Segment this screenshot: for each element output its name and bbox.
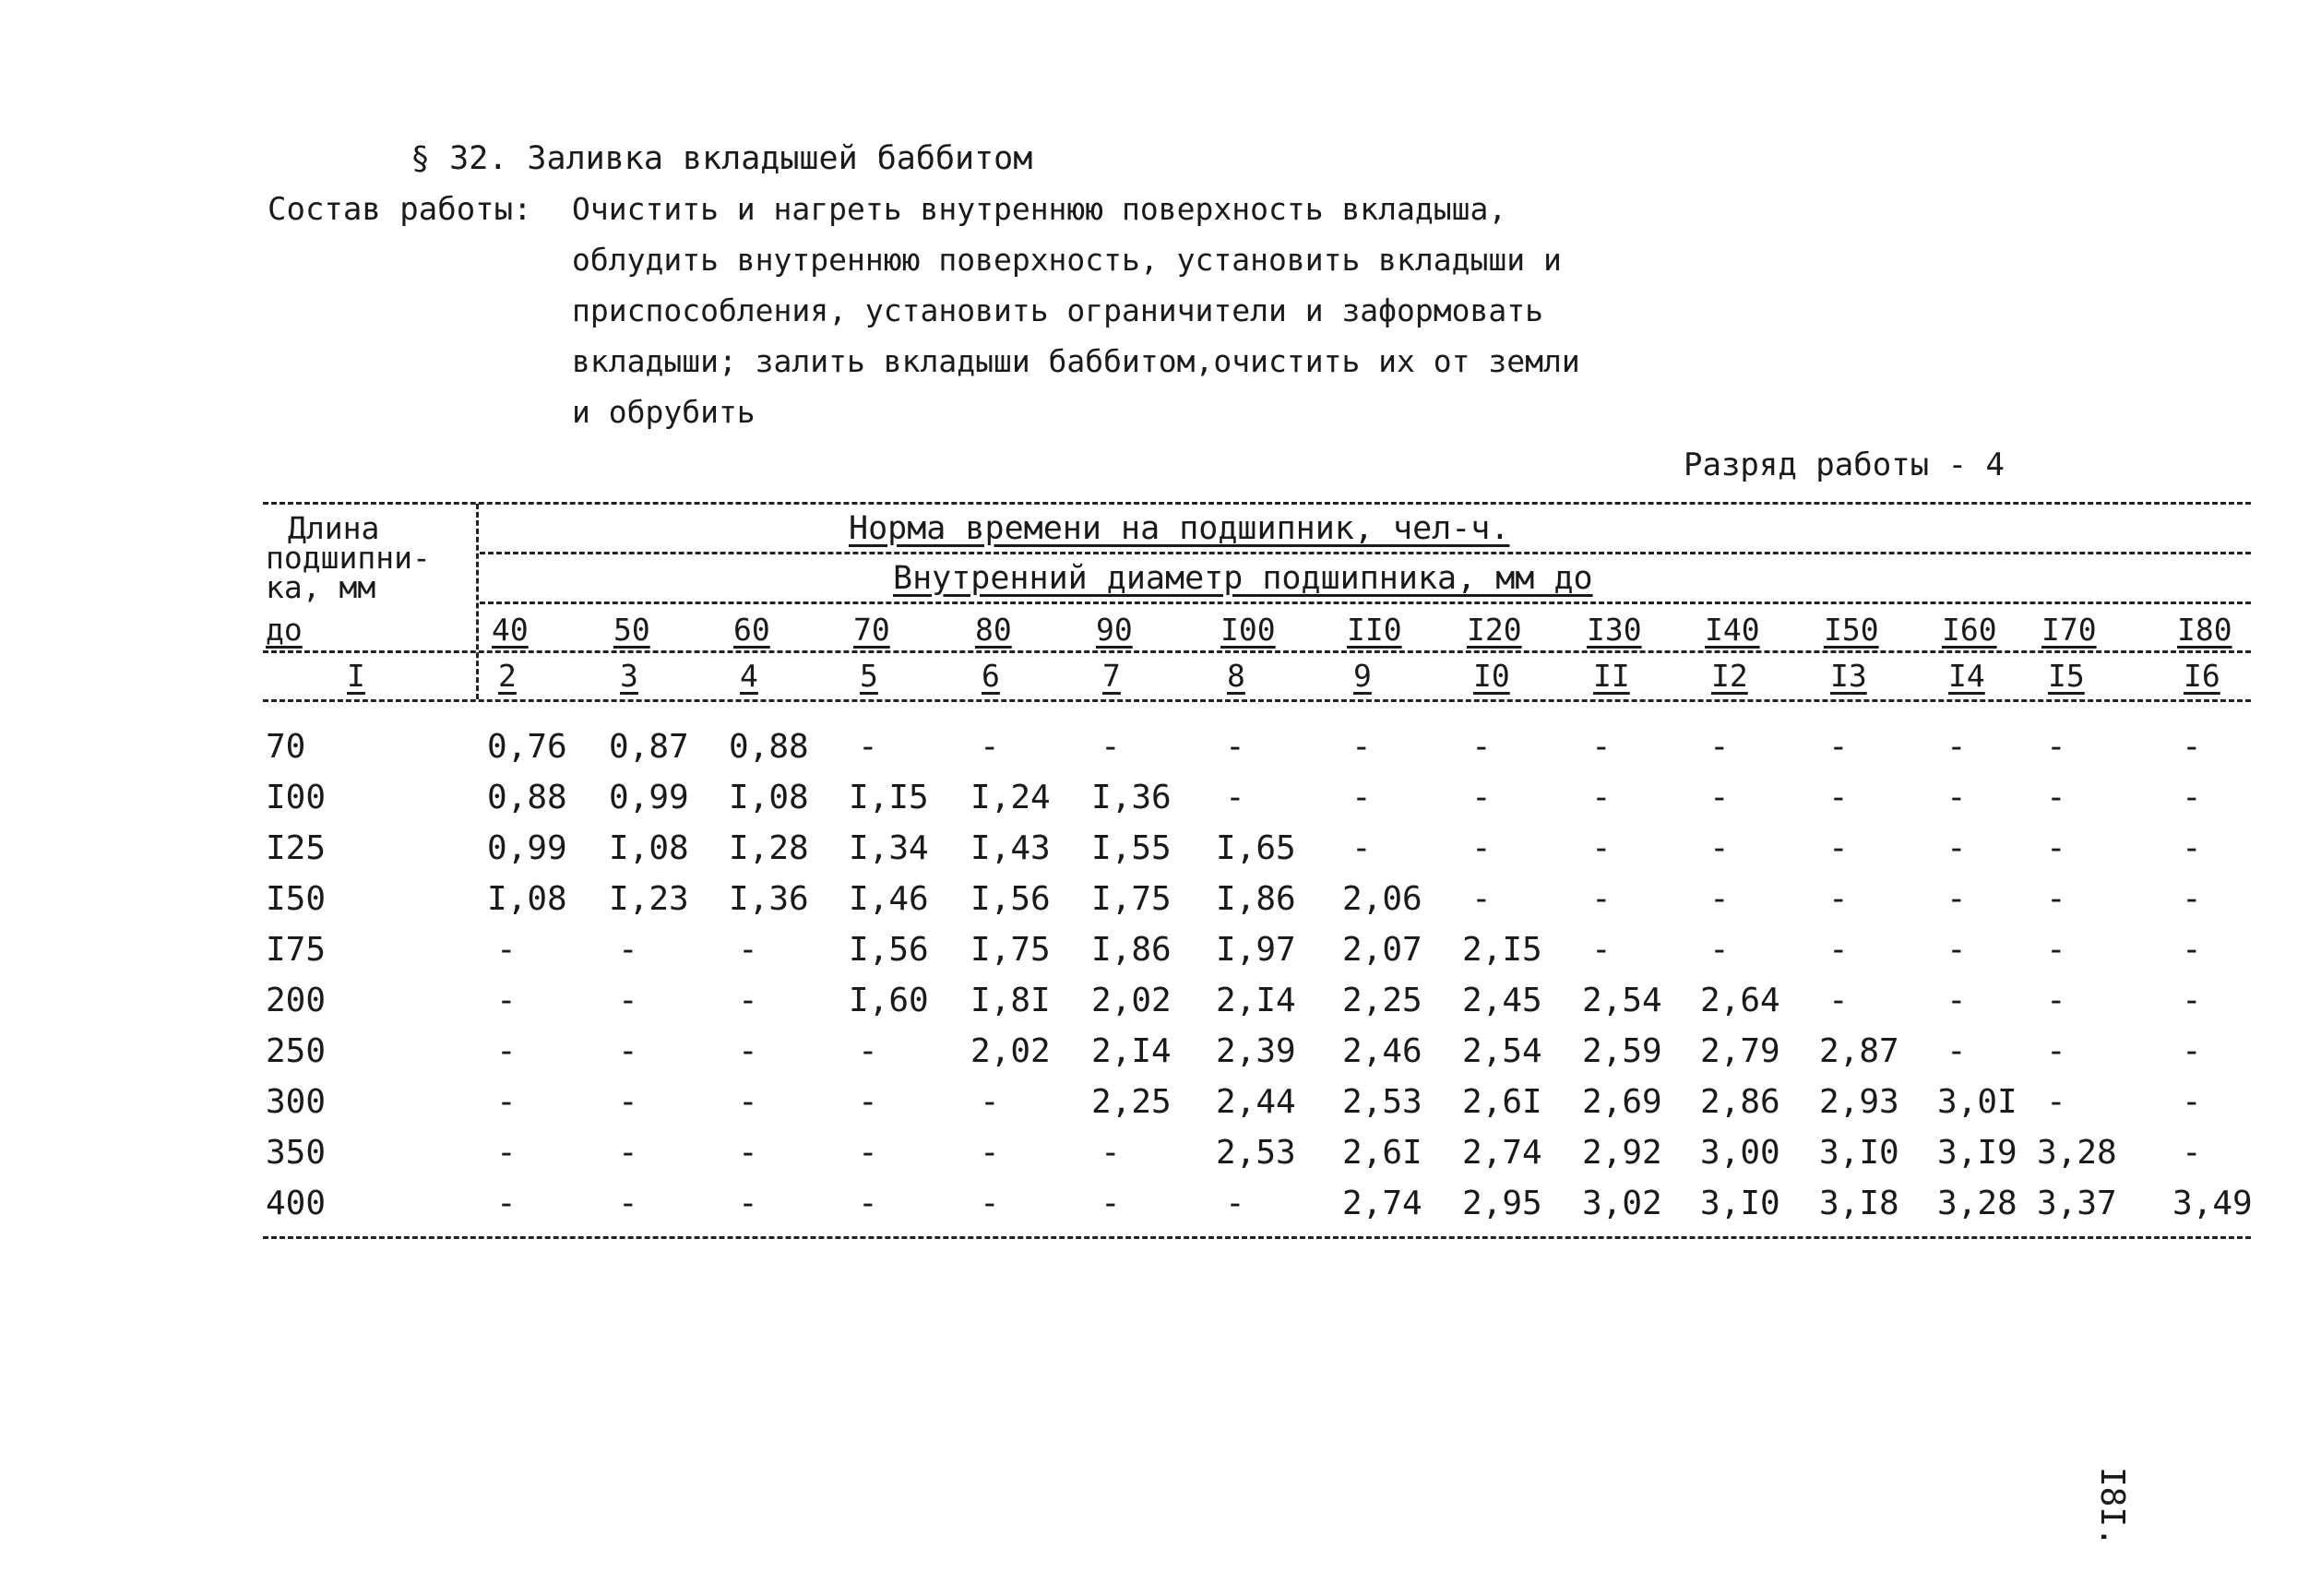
column-number-4: 5 xyxy=(860,658,878,694)
table-cell: - xyxy=(1351,829,1372,867)
table-cell: - xyxy=(2046,982,2066,1019)
table-cell: I,24 xyxy=(970,779,1051,816)
table-cell: 2,02 xyxy=(1091,982,1172,1019)
column-number-15: I6 xyxy=(2184,658,2220,694)
table-cell: I,43 xyxy=(970,829,1051,867)
row-header-line-1: Длина xyxy=(288,510,380,546)
table-cell: 2,I4 xyxy=(1091,1032,1172,1070)
table-cell: 3,I0 xyxy=(1700,1185,1780,1222)
table-cell: 2,6I xyxy=(1462,1083,1542,1121)
table-cell: I,56 xyxy=(970,880,1051,918)
column-number-7: 8 xyxy=(1227,658,1245,694)
table-cell: 0,76 xyxy=(487,728,567,766)
table-cell: I,23 xyxy=(609,880,689,918)
table-cell: - xyxy=(2046,880,2066,918)
table-top-rule xyxy=(263,502,2251,505)
column-diameter-13: I60 xyxy=(1942,612,1997,648)
table-cell: - xyxy=(618,1134,638,1172)
table-cell: 2,79 xyxy=(1700,1032,1780,1070)
column-diameter-7: I00 xyxy=(1220,612,1276,648)
table-cell: I,36 xyxy=(729,880,809,918)
table-cell: - xyxy=(1946,982,1967,1019)
table-cell: I,55 xyxy=(1091,829,1172,867)
table-cell: - xyxy=(1709,829,1730,867)
composition-line-1: Очистить и нагреть внутреннюю поверхность вкладыша, xyxy=(572,191,1507,227)
table-cell: - xyxy=(618,982,638,1019)
table-cell: - xyxy=(1225,1185,1245,1222)
column-diameter-14: I70 xyxy=(2041,612,2097,648)
table-cell: - xyxy=(1946,779,1967,816)
table-cell: I,08 xyxy=(487,880,567,918)
table-cell: I,65 xyxy=(1216,829,1296,867)
table-cell: I,75 xyxy=(970,931,1051,969)
table-cell: 2,25 xyxy=(1091,1083,1172,1121)
table-cell: - xyxy=(2182,931,2202,969)
table-cell: - xyxy=(1828,931,1849,969)
table-cell: 2,53 xyxy=(1216,1134,1296,1172)
table-cell: - xyxy=(2046,829,2066,867)
table-cell: - xyxy=(980,728,1000,766)
column-diameter-10: I30 xyxy=(1587,612,1642,648)
table-cell: - xyxy=(1709,779,1730,816)
table-cell: 2,45 xyxy=(1462,982,1542,1019)
row-length-8: 300 xyxy=(266,1083,327,1121)
table-cell: - xyxy=(2182,1032,2202,1070)
table-cell: - xyxy=(496,1083,517,1121)
table-cell: 2,92 xyxy=(1582,1134,1662,1172)
table-cell: - xyxy=(1225,779,1245,816)
table-cell: I,86 xyxy=(1091,931,1172,969)
table-header-divider xyxy=(476,504,479,699)
table-cell: 2,25 xyxy=(1342,982,1422,1019)
table-cell: I,60 xyxy=(849,982,929,1019)
table-cell: - xyxy=(980,1134,1000,1172)
table-cell: - xyxy=(496,1032,517,1070)
table-cell: - xyxy=(618,1083,638,1121)
table-cell: - xyxy=(1351,779,1372,816)
table-cell: - xyxy=(1946,829,1967,867)
table-cell: - xyxy=(496,982,517,1019)
work-grade: Разряд работы - 4 xyxy=(1684,447,2005,483)
table-cell: - xyxy=(858,1083,878,1121)
table-cell: 0,87 xyxy=(609,728,689,766)
column-number-8: 9 xyxy=(1353,658,1372,694)
table-cell: - xyxy=(1946,931,1967,969)
composition-line-2: облудить внутреннюю поверхность, установить вкладыши и xyxy=(572,242,1562,278)
table-cell: - xyxy=(1591,728,1612,766)
row-header-line-3: ка, мм xyxy=(266,569,376,605)
table-cell: - xyxy=(738,1032,758,1070)
table-cell: 2,74 xyxy=(1342,1185,1422,1222)
table-cell: - xyxy=(858,1185,878,1222)
column-number-6: 7 xyxy=(1102,658,1121,694)
table-cell: - xyxy=(1828,982,1849,1019)
column-number-3: 4 xyxy=(740,658,758,694)
table-cell: I,I5 xyxy=(849,779,929,816)
table-cell: I,28 xyxy=(729,829,809,867)
composition-label: Состав работы: xyxy=(268,191,532,228)
table-cell: 2,86 xyxy=(1700,1083,1780,1121)
table-cell: - xyxy=(1471,779,1492,816)
table-cell: 2,I4 xyxy=(1216,982,1296,1019)
table-cell: - xyxy=(1828,728,1849,766)
table-cell: 2,95 xyxy=(1462,1185,1542,1222)
table-cell: - xyxy=(618,931,638,969)
table-cell: - xyxy=(2182,982,2202,1019)
table-cell: - xyxy=(1591,779,1612,816)
table-cell: 3,02 xyxy=(1582,1185,1662,1222)
table-cell: 2,6I xyxy=(1342,1134,1422,1172)
column-diameter-9: I20 xyxy=(1467,612,1522,648)
table-cell: - xyxy=(1101,728,1121,766)
table-cell: 0,88 xyxy=(487,779,567,816)
row-length-6: 200 xyxy=(266,982,327,1019)
table-cell: - xyxy=(2046,1032,2066,1070)
table-cell: I,08 xyxy=(729,779,809,816)
row-length-7: 250 xyxy=(266,1032,327,1070)
column-diameter-2: 50 xyxy=(613,612,650,648)
table-cell: - xyxy=(2182,728,2202,766)
row-header-line-4: до xyxy=(266,612,303,648)
table-norm-rule xyxy=(480,552,2251,554)
row-length-3: I25 xyxy=(266,829,327,867)
table-cell: 3,28 xyxy=(2037,1134,2117,1172)
row-length-1: 70 xyxy=(266,728,306,766)
table-cell: - xyxy=(1828,779,1849,816)
table-cell: I,56 xyxy=(849,931,929,969)
table-cell: - xyxy=(2182,829,2202,867)
column-diameter-3: 60 xyxy=(733,612,770,648)
table-cell: 2,87 xyxy=(1819,1032,1899,1070)
table-cell: - xyxy=(738,982,758,1019)
column-number-10: II xyxy=(1593,658,1630,694)
table-diameter-rule xyxy=(480,601,2251,604)
row-length-9: 350 xyxy=(266,1134,327,1172)
table-cell: - xyxy=(1471,880,1492,918)
table-cell: I,08 xyxy=(609,829,689,867)
row-length-2: I00 xyxy=(266,779,327,816)
column-diameter-1: 40 xyxy=(492,612,529,648)
table-cell: 2,54 xyxy=(1582,982,1662,1019)
column-number-14: I5 xyxy=(2048,658,2085,694)
table-cell: - xyxy=(1828,880,1849,918)
table-cell: - xyxy=(858,1032,878,1070)
table-cell: - xyxy=(2046,728,2066,766)
table-cell: 2,I5 xyxy=(1462,931,1542,969)
table-cell: 3,I0 xyxy=(1819,1134,1899,1172)
table-bottom-rule xyxy=(263,1236,2251,1239)
table-cell: - xyxy=(496,931,517,969)
table-cell: I,34 xyxy=(849,829,929,867)
column-number-12: I3 xyxy=(1830,658,1867,694)
table-cell: - xyxy=(496,1185,517,1222)
table-cell: - xyxy=(980,1083,1000,1121)
table-cell: 2,64 xyxy=(1700,982,1780,1019)
table-cell: I,75 xyxy=(1091,880,1172,918)
row-length-10: 400 xyxy=(266,1185,327,1222)
table-cell: - xyxy=(1946,728,1967,766)
column-number-5: 6 xyxy=(982,658,1000,694)
table-cell: - xyxy=(858,728,878,766)
table-cell: 0,88 xyxy=(729,728,809,766)
table-cell: - xyxy=(2046,1083,2066,1121)
column-diameter-6: 90 xyxy=(1096,612,1133,648)
column-diameter-8: II0 xyxy=(1347,612,1402,648)
table-cell: - xyxy=(2182,880,2202,918)
composition-line-5: и обрубить xyxy=(572,394,756,430)
column-diameter-11: I40 xyxy=(1705,612,1760,648)
table-cell: - xyxy=(1471,728,1492,766)
table-cell: 2,06 xyxy=(1342,880,1422,918)
table-cell: 2,02 xyxy=(970,1032,1051,1070)
section-title: § 32. Заливка вкладышей баббитом xyxy=(411,140,1033,177)
table-cell: 2,54 xyxy=(1462,1032,1542,1070)
table-header-bottom-rule xyxy=(263,699,2251,702)
table-cell: 3,00 xyxy=(1700,1134,1780,1172)
page-number: I8I. xyxy=(2093,1467,2131,1547)
table-cell: - xyxy=(1828,829,1849,867)
table-cell: 2,46 xyxy=(1342,1032,1422,1070)
table-columns-rule xyxy=(263,650,2251,653)
table-cell: - xyxy=(2182,1083,2202,1121)
table-cell: - xyxy=(1591,931,1612,969)
table-cell: - xyxy=(1471,829,1492,867)
table-cell: 2,69 xyxy=(1582,1083,1662,1121)
table-cell: - xyxy=(738,1185,758,1222)
table-cell: 0,99 xyxy=(487,829,567,867)
table-cell: I,86 xyxy=(1216,880,1296,918)
column-number-11: I2 xyxy=(1711,658,1748,694)
column-diameter-5: 80 xyxy=(975,612,1012,648)
table-cell: 2,93 xyxy=(1819,1083,1899,1121)
table-cell: - xyxy=(2182,779,2202,816)
composition-line-3: приспособления, установить ограничители и заформовать xyxy=(572,292,1543,328)
table-cell: 3,I8 xyxy=(1819,1185,1899,1222)
table-cell: - xyxy=(1946,880,1967,918)
diameter-header: Внутренний диаметр подшипника, мм до xyxy=(893,560,1593,597)
column-diameter-15: I80 xyxy=(2177,612,2232,648)
table-cell: I,97 xyxy=(1216,931,1296,969)
table-cell: 3,49 xyxy=(2172,1185,2253,1222)
table-cell: - xyxy=(1709,728,1730,766)
table-cell: 3,28 xyxy=(1937,1185,2017,1222)
table-cell: - xyxy=(1591,880,1612,918)
norm-header: Норма времени на подшипник, чел-ч. xyxy=(849,510,1510,547)
table-cell: - xyxy=(618,1032,638,1070)
column-number-9: I0 xyxy=(1473,658,1510,694)
table-cell: - xyxy=(738,1134,758,1172)
table-cell: I,46 xyxy=(849,880,929,918)
table-cell: - xyxy=(980,1185,1000,1222)
table-cell: 2,39 xyxy=(1216,1032,1296,1070)
column-number-1: 2 xyxy=(498,658,517,694)
column-number-13: I4 xyxy=(1948,658,1985,694)
table-cell: I,36 xyxy=(1091,779,1172,816)
table-cell: - xyxy=(496,1134,517,1172)
composition-line-4: вкладыши; залить вкладыши баббитом,очистить их от земли xyxy=(572,343,1580,379)
table-cell: 2,74 xyxy=(1462,1134,1542,1172)
table-cell: - xyxy=(2182,1134,2202,1172)
table-cell: 2,59 xyxy=(1582,1032,1662,1070)
table-cell: - xyxy=(1101,1185,1121,1222)
table-cell: - xyxy=(1351,728,1372,766)
table-cell: - xyxy=(1709,931,1730,969)
table-cell: 3,I9 xyxy=(1937,1134,2017,1172)
column-diameter-12: I50 xyxy=(1824,612,1879,648)
table-cell: 3,0I xyxy=(1937,1083,2017,1121)
table-cell: - xyxy=(738,1083,758,1121)
table-cell: I,8I xyxy=(970,982,1051,1019)
table-cell: 2,44 xyxy=(1216,1083,1296,1121)
table-cell: - xyxy=(618,1185,638,1222)
table-cell: - xyxy=(2046,779,2066,816)
table-cell: 2,07 xyxy=(1342,931,1422,969)
table-cell: - xyxy=(738,931,758,969)
table-cell: - xyxy=(858,1134,878,1172)
row-header-number: I xyxy=(347,658,365,694)
table-cell: - xyxy=(1709,880,1730,918)
column-number-2: 3 xyxy=(620,658,638,694)
table-cell: 2,53 xyxy=(1342,1083,1422,1121)
table-cell: - xyxy=(2046,931,2066,969)
row-length-4: I50 xyxy=(266,880,327,918)
row-header-line-2: подшипни- xyxy=(266,540,431,576)
table-cell: - xyxy=(1946,1032,1967,1070)
table-cell: - xyxy=(1225,728,1245,766)
column-diameter-4: 70 xyxy=(853,612,890,648)
table-cell: - xyxy=(1591,829,1612,867)
table-cell: 3,37 xyxy=(2037,1185,2117,1222)
table-cell: 0,99 xyxy=(609,779,689,816)
row-length-5: I75 xyxy=(266,931,327,969)
table-cell: - xyxy=(1101,1134,1121,1172)
